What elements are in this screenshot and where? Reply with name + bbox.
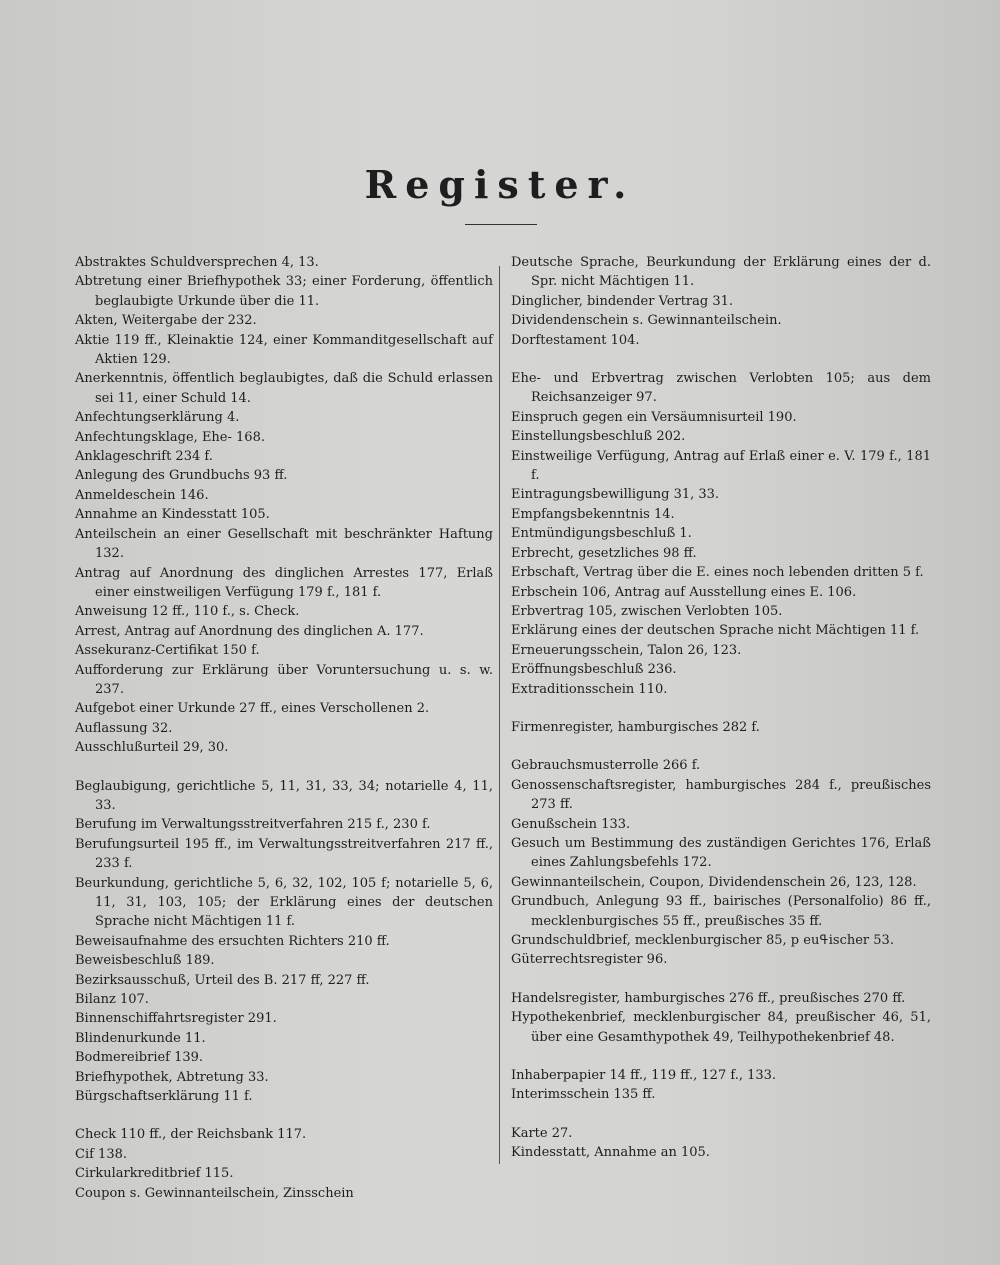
index-entry: Dividendenschein s. Gewinnanteilschein. bbox=[511, 313, 782, 329]
index-entry: Aktie 119 ff., Kleinaktie 124, einer Kommanditgesellschaft auf Aktien 129. bbox=[75, 332, 493, 368]
right-column bbox=[511, 253, 931, 1163]
left-column bbox=[75, 253, 493, 1203]
index-entry: Anweisung 12 ff., 110 f., s. Check. bbox=[75, 604, 300, 620]
index-entry: Dinglicher, bindender Vertrag 31. bbox=[511, 293, 734, 309]
index-entry: Einspruch gegen ein Versäumnisurteil 190. bbox=[511, 409, 797, 425]
index-entry: Annahme an Kindesstatt 105. bbox=[75, 507, 270, 523]
index-entry: Ausschlußurteil 29, 30. bbox=[75, 740, 229, 756]
index-entry: Anklageschrift 234 f. bbox=[75, 449, 213, 465]
index-entry: Abstraktes Schuldversprechen 4, 13. bbox=[75, 255, 319, 270]
index-entry: Gesuch um Bestimmung des zuständigen Gerichtes 176, Erlaß eines Zahlungsbefehls 172. bbox=[511, 835, 931, 871]
index-entry: Berufung im Verwaltungsstreitverfahren 215 f., 230 f. bbox=[75, 817, 431, 833]
index-entry: Eintragungsbewilligung 31, 33. bbox=[511, 487, 720, 503]
index-entry: Auflassung 32. bbox=[75, 720, 173, 736]
index-entry: Einstweilige Verfügung, Antrag auf Erlaß einer e. V. 179 f., 181 f. bbox=[511, 448, 931, 484]
index-entry: Handelsregister, hamburgisches 276 ff., preußisches 270 ff. bbox=[511, 990, 906, 1006]
group-gap bbox=[511, 699, 931, 718]
index-entry: Erklärung eines der deutschen Sprache nicht Mächtigen 11 f. bbox=[511, 623, 920, 639]
group-gap bbox=[511, 1047, 931, 1066]
index-entry: Abtretung einer Briefhypothek 33; einer Forderung, öffentlich beglaubigte Urkunde über die 11. bbox=[75, 274, 493, 309]
index-entry: Briefhypothek, Abtretung 33. bbox=[75, 1069, 269, 1085]
group-gap bbox=[75, 758, 493, 777]
group-gap bbox=[511, 737, 931, 756]
index-entry: Anlegung des Grundbuchs 93 ff. bbox=[75, 468, 288, 484]
index-entry: Grundschuldbrief, mecklenburgischer 85, p euߟischer 53. bbox=[511, 933, 894, 948]
index-entry: Binnenschiffahrtsregister 291. bbox=[75, 1011, 277, 1027]
index-entry: Gebrauchsmusterrolle 266 f. bbox=[511, 758, 701, 774]
index-entry: Inhaberpapier 14 ff., 119 ff., 127 f., 133. bbox=[511, 1068, 777, 1084]
index-entry: Güterrechtsregister 96. bbox=[511, 952, 668, 968]
index-entry: Beweisbeschluß 189. bbox=[75, 953, 215, 969]
page-title: Register. bbox=[364, 162, 636, 207]
index-entry: Empfangsbekenntnis 14. bbox=[511, 506, 675, 522]
index-entry: Aufforderung zur Erklärung über Voruntersuchung u. s. w. 237. bbox=[75, 662, 493, 697]
index-entry: Bilanz 107. bbox=[75, 992, 149, 1008]
index-entry: Gewinnanteilschein, Coupon, Dividendenschein 26, 123, 128. bbox=[511, 874, 917, 890]
index-entry: Assekuranz-Certifikat 150 f. bbox=[75, 643, 260, 659]
index-entry: Grundbuch, Anlegung 93 ff., bairisches (Personalfolio) 86 ff., mecklenburgisches 55 ff., preußisches 35 ff. bbox=[511, 894, 931, 929]
index-entry: Coupon s. Gewinnanteilschein, Zinsschein bbox=[75, 1185, 354, 1201]
group-gap bbox=[511, 970, 931, 989]
group-gap bbox=[75, 1106, 493, 1125]
index-entry: Dorftestament 104. bbox=[511, 332, 640, 348]
index-entry: Arrest, Antrag auf Anordnung des dinglichen A. 177. bbox=[75, 623, 424, 639]
index-entry: Beglaubigung, gerichtliche 5, 11, 31, 33, 34; notarielle 4, 11, 33. bbox=[75, 778, 493, 813]
index-entry: Genußschein 133. bbox=[511, 816, 631, 832]
column-divider bbox=[499, 266, 500, 1164]
index-entry: Akten, Weitergabe der 232. bbox=[75, 313, 257, 329]
index-entry: Anmeldeschein 146. bbox=[75, 487, 209, 503]
index-entry: Antrag auf Anordnung des dinglichen Arrestes 177, Erlaß einer einstweiligen Verfügung 179 f., 181 f. bbox=[75, 565, 493, 600]
index-entry: Ehe- und Erbvertrag zwischen Verlobten 105; aus dem Reichsanzeiger 97. bbox=[511, 371, 931, 406]
index-entry: Erbrecht, gesetzliches 98 ff. bbox=[511, 545, 697, 561]
index-entry: Erbschein 106, Antrag auf Ausstellung eines E. 106. bbox=[511, 584, 857, 600]
index-entry: Cirkularkreditbrief 115. bbox=[75, 1166, 234, 1182]
index-entry: Bezirksausschuß, Urteil des B. 217 ff, 227 ff. bbox=[75, 972, 370, 988]
index-entry: Check 110 ff., der Reichsbank 117. bbox=[75, 1127, 307, 1143]
group-gap bbox=[511, 1105, 931, 1124]
index-entry: Firmenregister, hamburgisches 282 f. bbox=[511, 719, 760, 735]
index-entry: Bürgschaftserklärung 11 f. bbox=[75, 1089, 253, 1105]
index-entry: Anfechtungserklärung 4. bbox=[75, 410, 240, 426]
index-entry: Cif 138. bbox=[75, 1146, 127, 1162]
index-entry: Anerkenntnis, öffentlich beglaubigtes, daß die Schuld erlassen sei 11, einer Schuld 14. bbox=[75, 371, 493, 406]
index-entry: Berufungsurteil 195 ff., im Verwaltungsstreitverfahren 217 ff., 233 f. bbox=[75, 836, 493, 872]
index-entry: Beweisaufnahme des ersuchten Richters 210 ff. bbox=[75, 933, 390, 949]
index-entry: Einstellungsbeschluß 202. bbox=[511, 429, 686, 445]
index-entry: Beurkundung, gerichtliche 5, 6, 32, 102, 105 f; notarielle 5, 6, 11, 31, 103, 105; der Erklärung eines der deutschen Sprache nicht Mächtigen 11 f. bbox=[75, 875, 493, 930]
index-entry: Hypothekenbrief, mecklenburgischer 84, preußischer 46, 51, über eine Gesamthypothek 49, Teilhypothekenbrief 48. bbox=[511, 1010, 931, 1045]
index-entry: Erbvertrag 105, zwischen Verlobten 105. bbox=[511, 603, 783, 619]
index-entry: Deutsche Sprache, Beurkundung der Erklärung eines der d. Spr. nicht Mächtigen 11. bbox=[511, 255, 931, 290]
index-entry: Genossenschaftsregister, hamburgisches 284 f., preußisches 273 ff. bbox=[511, 777, 931, 813]
index-entry: Extraditionsschein 110. bbox=[511, 681, 668, 697]
index-entry: Interimsschein 135 ff. bbox=[511, 1087, 656, 1103]
index-entry: Entmündigungsbeschluß 1. bbox=[511, 526, 692, 542]
index-entry: Erbschaft, Vertrag über die E. eines noch lebenden dritten 5 f. bbox=[511, 565, 924, 581]
index-entry: Anteilschein an einer Gesellschaft mit beschränkter Haftung 132. bbox=[75, 526, 493, 562]
index-entry: Karte 27. bbox=[511, 1125, 573, 1141]
index-entry: Eröffnungsbeschluß 236. bbox=[511, 662, 677, 678]
index-entry: Bodmereibrief 139. bbox=[75, 1050, 204, 1066]
group-gap bbox=[511, 350, 931, 369]
title-rule bbox=[465, 224, 537, 225]
index-entry: Erneuerungsschein, Talon 26, 123. bbox=[511, 642, 742, 658]
index-entry: Aufgebot einer Urkunde 27 ff., eines Verschollenen 2. bbox=[75, 701, 430, 717]
index-entry: Kindesstatt, Annahme an 105. bbox=[511, 1145, 710, 1161]
index-entry: Anfechtungsklage, Ehe- 168. bbox=[75, 429, 265, 445]
index-entry: Blindenurkunde 11. bbox=[75, 1030, 206, 1046]
